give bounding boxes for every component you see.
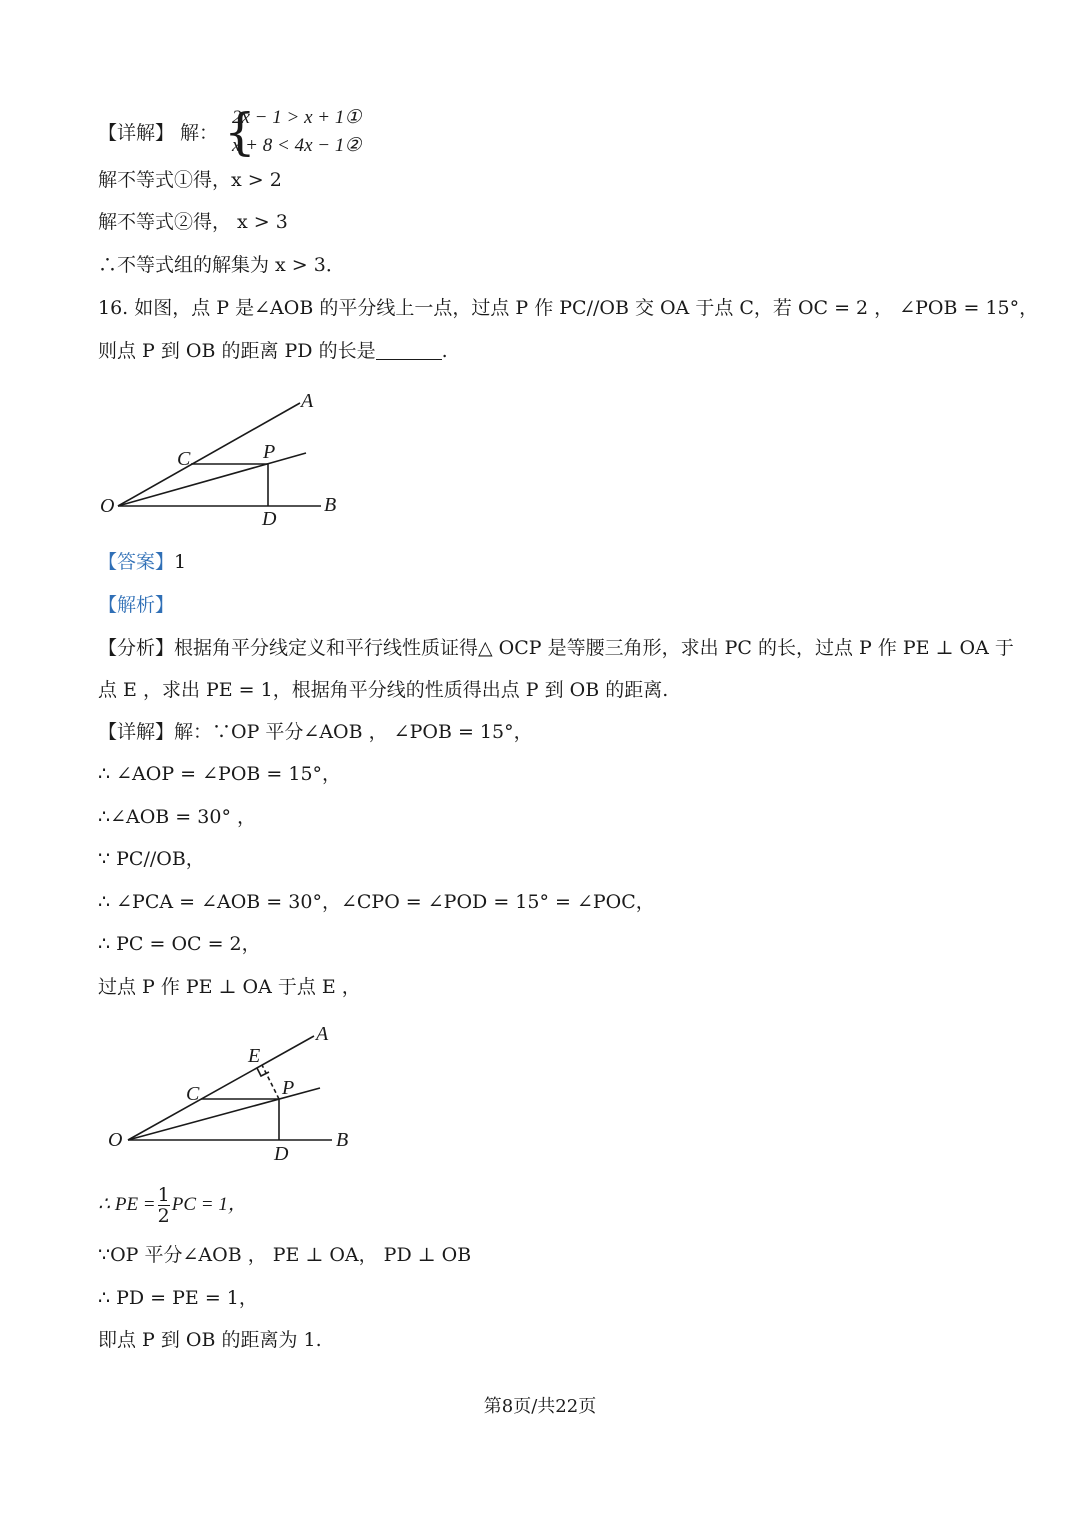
analysis-label: 【解析】 (98, 594, 175, 616)
fig2-label-b: B (336, 1129, 349, 1151)
fig2-label-d: D (274, 1143, 289, 1165)
answer-line (98, 550, 186, 574)
fraction-numerator: 1 (157, 1183, 170, 1206)
system-brace: { (224, 103, 256, 161)
fig2-label-a: A (316, 1023, 329, 1045)
question-16-end: . (441, 340, 448, 362)
page-footer: 第8页/共22页 (483, 1396, 597, 1417)
fig2-label-c: C (186, 1083, 200, 1105)
detail-line-7: 过点 P 作 PE ⊥ OA 于点 E ， (98, 976, 361, 998)
fig1-label-p: P (263, 441, 276, 463)
analysis-line-2: 点 E ，求出 PE = 1，根据角平分线的性质得出点 P 到 OB 的距离. (98, 679, 669, 701)
question-16-line-2 (98, 339, 448, 363)
question-16-line-1: 16. 如图，点 P 是∠AOB 的平分线上一点，过点 P 作 PC//OB 交 OA 于点 C，若 OC = 2 ， ∠POB = 15°， (98, 297, 1039, 319)
fraction-denominator: 2 (157, 1204, 170, 1227)
inequality-1: 2x − 1 > x + 1① (232, 107, 362, 128)
answer-value: 1 (174, 551, 187, 573)
fig1-label-d: D (262, 508, 277, 530)
answer-label: 【答案】 (98, 551, 175, 573)
inequality-2: x + 8 < 4x − 1② (232, 135, 362, 156)
fig1-label-c: C (177, 448, 191, 470)
solve-line-2: 解不等式②得， x > 3 (98, 211, 288, 233)
detail-line-1: 【详解】解：∵OP 平分∠AOB ， ∠POB = 15°， (98, 721, 533, 743)
figure-1 (96, 385, 356, 535)
fig1-label-b: B (324, 494, 337, 516)
question-16-text: 则点 P 到 OB 的距离 PD 的长是 (98, 340, 376, 362)
detail-label: 【详解】 解： (98, 122, 219, 144)
fig2-label-p: P (282, 1077, 295, 1099)
detail-line-9: ∵OP 平分∠AOB ， PE ⊥ OA， PD ⊥ OB (98, 1244, 472, 1266)
figure-2 (104, 1020, 364, 1170)
analysis-line-1: 【分析】根据角平分线定义和平行线性质证得△ OCP 是等腰三角形，求出 PC 的长，过点 P 作 PE ⊥ OA 于 (98, 637, 1014, 659)
fig2-label-e: E (248, 1045, 261, 1067)
detail-line-3: ∴∠AOB = 30° ， (98, 806, 256, 828)
pe-equals: ∴ PE = (98, 1194, 156, 1215)
solution-set-line: ∴不等式组的解集为 x > 3． (98, 254, 345, 276)
detail-line-10: ∴ PD = PE = 1， (98, 1287, 258, 1309)
pc-equals-1: PC = 1， (171, 1194, 247, 1215)
fraction-half (158, 1185, 170, 1226)
fig1-label-o: O (100, 495, 115, 517)
answer-blank (376, 341, 442, 360)
solve-line-1: 解不等式①得，x > 2 (98, 169, 282, 191)
detail-line-6: ∴ PC = OC = 2， (98, 933, 261, 955)
detail-line-4: ∵ PC//OB， (98, 848, 205, 870)
detail-line-8 (98, 1180, 247, 1229)
detail-line-11: 即点 P 到 OB 的距离为 1. (98, 1329, 322, 1351)
fig2-label-o: O (108, 1129, 123, 1151)
detail-line-2: ∴ ∠AOP = ∠POB = 15°， (98, 763, 342, 785)
detail-line-5: ∴ ∠PCA = ∠AOB = 30°，∠CPO = ∠POD = 15° = ∠POC， (98, 891, 655, 913)
fig1-label-a: A (301, 390, 314, 412)
